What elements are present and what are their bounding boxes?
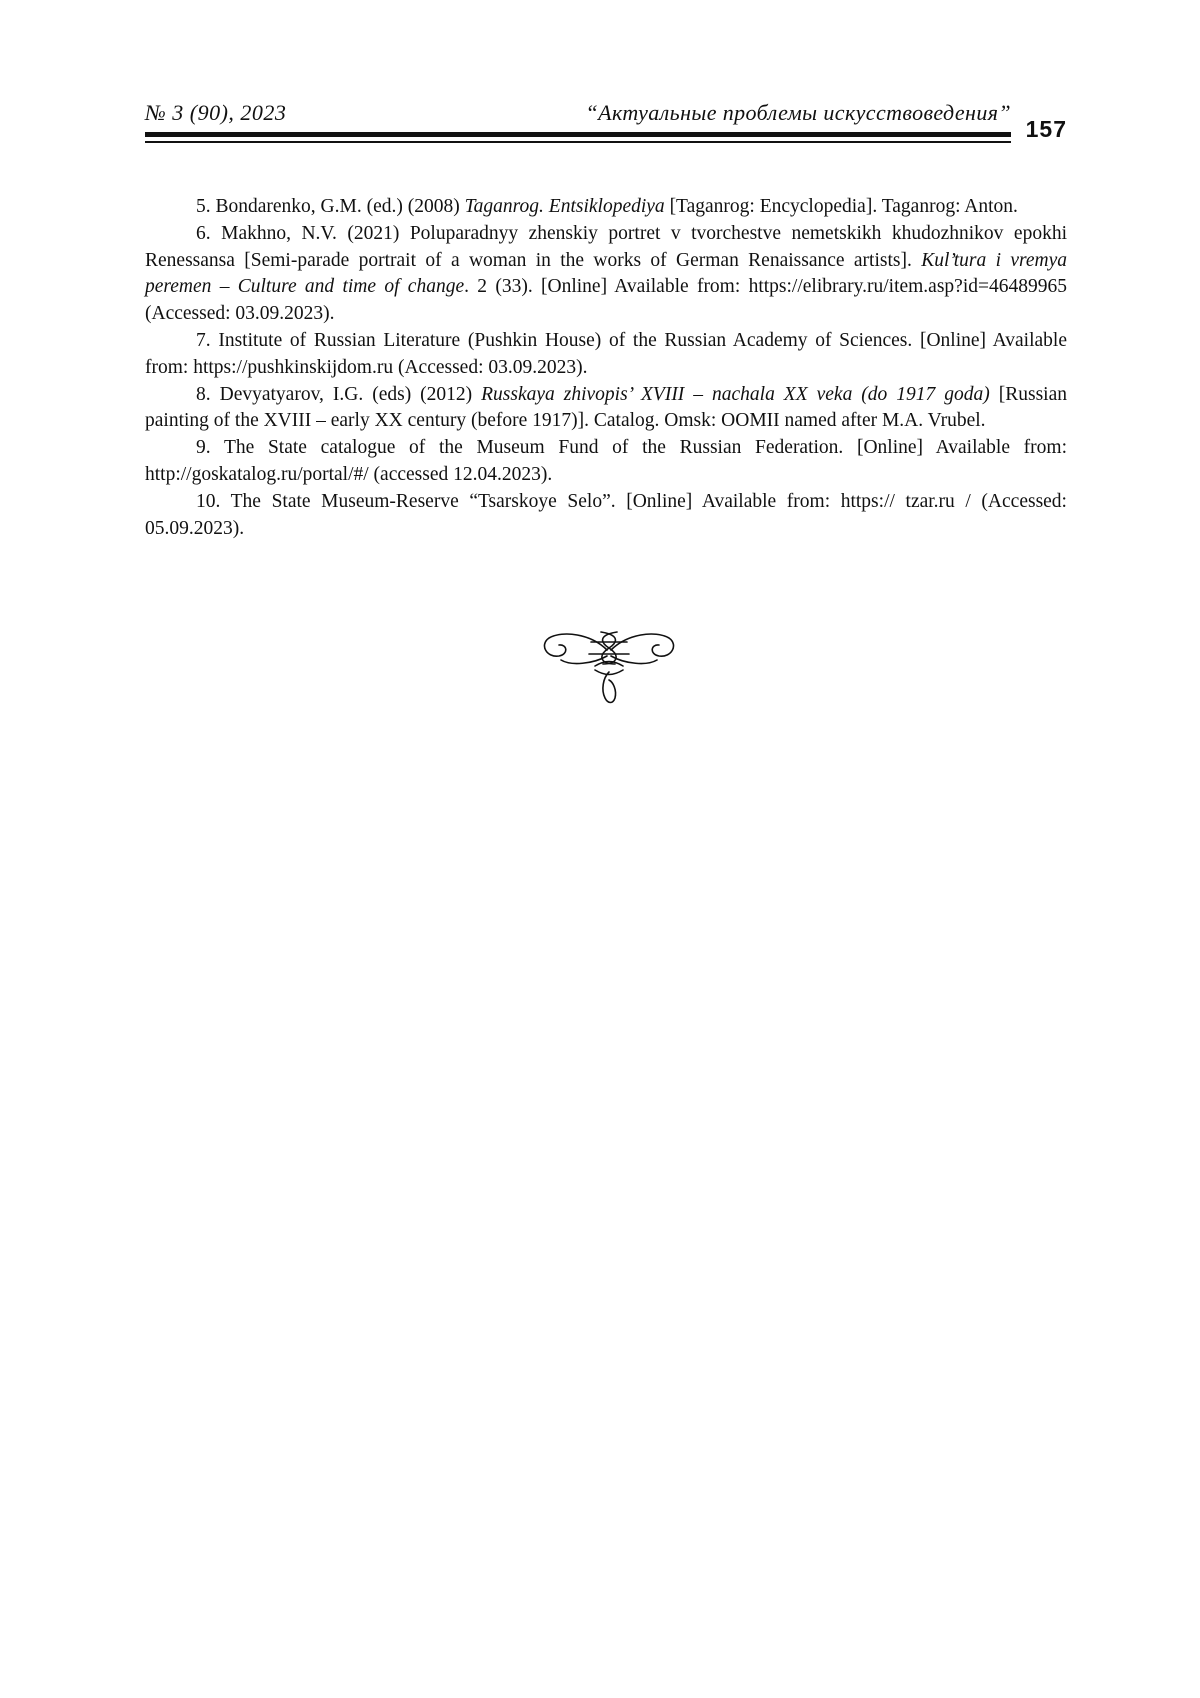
reference-number: 6.	[196, 222, 211, 244]
reference-text-after: . 2 (33). [Online] Available from: https://elibrary.ru/item.asp?id=46489965 (Accessed: 03.09.2023).	[145, 276, 1067, 325]
journal-title: “Актуальные проблемы искусствоведения”	[585, 100, 1011, 125]
reference-text: Institute of Russian Literature (Pushkin House) of the Russian Academy of Sciences. [Online] Available from: https://pushkinskijdom.ru (Accessed: 03.09.2023).	[145, 329, 1067, 378]
issue-number: № 3 (90), 2023	[145, 100, 287, 125]
page-number: 157	[1025, 116, 1067, 142]
reference-item	[145, 382, 1067, 436]
reference-title-italic: Kul’tura i vremya peremen – Culture and time of change	[145, 249, 1067, 298]
reference-number: 8.	[196, 383, 211, 405]
header-rule-thick	[145, 132, 1011, 137]
reference-item	[145, 489, 1067, 543]
reference-text: Devyatyarov, I.G. (eds) (2012)	[219, 383, 482, 405]
header-rule-thin	[145, 141, 1011, 143]
reference-item	[145, 194, 1067, 221]
reference-text-after: [Russian painting of the XVIII – early XX century (before 1917)]. Catalog. Omsk: OOMII named after M.A. Vrubel.	[145, 383, 1067, 432]
reference-item	[145, 221, 1067, 328]
reference-title-italic: Russkaya zhivopis’ XVIII – nachala XX veka (do 1917 goda)	[481, 383, 990, 405]
reference-number: 9.	[196, 437, 211, 459]
reference-item	[145, 328, 1067, 382]
reference-text: The State catalogue of the Museum Fund of the Russian Federation. [Online] Available from: http://goskatalog.ru/portal/#/ (accessed 12.04.2023).	[145, 437, 1068, 485]
reference-text: Bondarenko, G.M. (ed.) (2008)	[215, 196, 465, 217]
reference-text: Makhno, N.V. (2021) Poluparadnyy zhenskiy portret v tvorchestve nemetskikh khudozhnikov epokhi Renessansa [Semi-parade portrait of a woman in the works of German Renaissance artists].	[145, 222, 1067, 271]
reference-number: 7.	[196, 329, 211, 351]
reference-item	[145, 435, 1067, 489]
reference-number: 5.	[196, 196, 211, 217]
end-ornament-icon	[541, 620, 677, 710]
running-header	[145, 100, 1067, 148]
reference-title-italic: Taganrog. Entsiklopediya	[464, 196, 665, 217]
reference-list	[145, 194, 1067, 542]
reference-number: 10.	[196, 490, 221, 512]
reference-text-after: [Taganrog: Encyclopedia]. Taganrog: Anton.	[664, 196, 1018, 217]
reference-text: The State Museum-Reserve “Tsarskoye Selo”. [Online] Available from: https:// tzar.ru / (Accessed: 05.09.2023).	[145, 490, 1067, 539]
